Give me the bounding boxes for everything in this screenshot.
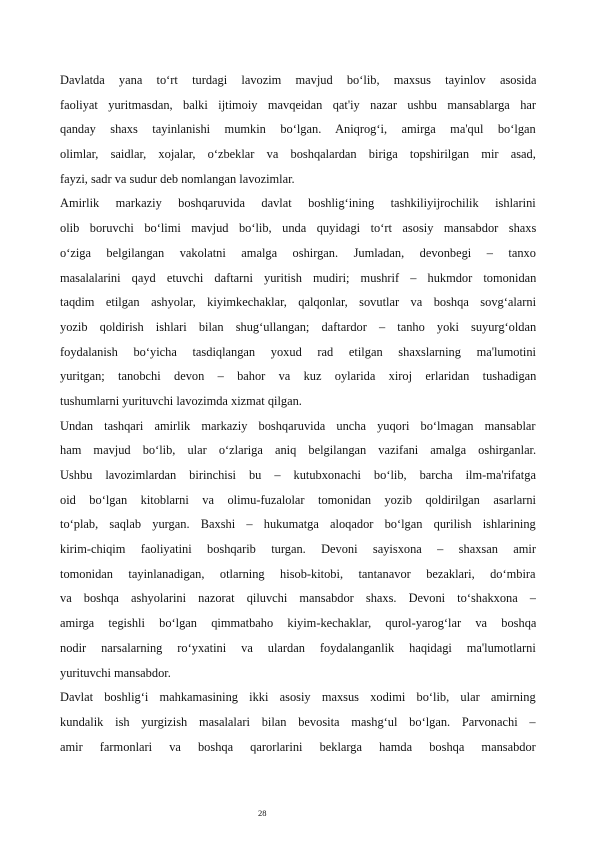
- text-line: olimlar, saidlar, xojalar, o‘zbeklar va boshqalardan biriga topshirilgan mir asad,: [60, 147, 536, 162]
- text-line: taqdim etilgan ashyolar, kiyimkechaklar, qalqonlar, sovutlar va boshqa sovg‘alarni: [60, 295, 536, 310]
- text-line: yuritgan; tanobchi devon – bahor va kuz oylarida xiroj erlaridan tushadigan: [60, 369, 536, 384]
- paragraph: [60, 191, 536, 413]
- paragraph: [60, 685, 536, 759]
- page-number: 28: [258, 808, 267, 818]
- text-line: nodir narsalarning ro‘yxatini va ulardan foydalanganlik haqidagi ma'lumotlarni: [60, 640, 536, 655]
- text-line: Ushbu lavozimlardan birinchisi bu – kutubxonachi bo‘lib, barcha ilm-ma'rifatga: [60, 468, 536, 482]
- paragraph: [60, 68, 536, 191]
- text-line: kirim-chiqim faoliyatini boshqarib turgan. Devoni sayisxona – shaxsan amir: [60, 542, 536, 557]
- text-line: kundalik ish yurgizish masalalari bilan bevosita mashg‘ul bo‘lgan. Parvonachi –: [60, 714, 536, 729]
- text-line: amirga tegishli bo‘lgan qimmatbaho kiyim-kechaklar, qurol-yarog‘lar va boshqa: [60, 616, 536, 631]
- body-text: [60, 68, 536, 759]
- text-line: yozib qoldirish ishlari bilan shug‘ullangan; daftardor – tanho yoki suyurg‘oldan: [60, 319, 536, 334]
- text-line: foydalanish bo‘yicha tasdiqlangan yoxud rad etilgan shaxslarning ma'lumotini: [60, 344, 536, 359]
- text-line: tomonidan tayinlanadigan, otlarning hisob-kitobi, tantanavor bezaklari, do‘mbira: [60, 566, 536, 581]
- text-line: to‘plab, saqlab yurgan. Baxshi – hukumatga aloqador bo‘lgan qurilish ishlarining: [60, 517, 536, 532]
- text-line: fayzi, sadr va sudur deb nomlangan lavozimlar.: [60, 171, 295, 186]
- text-line: faoliyat yuritmasdan, balki ijtimoiy mavqeidan qat'iy nazar ushbu mansablarga har: [60, 97, 536, 112]
- text-line: Amirlik markaziy boshqaruvida davlat boshlig‘ining tashkiliyijrochilik ishlarini: [60, 196, 536, 211]
- paragraph: [60, 414, 536, 686]
- text-line: tushumlarni yurituvchi lavozimda xizmat qilgan.: [60, 393, 302, 408]
- text-line: olib boruvchi bo‘limi mavjud bo‘lib, unda quyidagi to‘rt asosiy mansabdor shaxs: [60, 221, 536, 236]
- text-line: qanday shaxs tayinlanishi mumkin bo‘lgan. Aniqrog‘i, amirga ma'qul bo‘lgan: [60, 122, 536, 137]
- text-line: masalalarini qayd etuvchi daftarni yuritish mudiri; mushrif – hukmdor tomonidan: [60, 270, 536, 285]
- text-line: o‘ziga belgilangan vakolatni amalga oshirgan. Jumladan, devonbegi – tanxo: [60, 245, 536, 260]
- text-line: Undan tashqari amirlik markaziy boshqaruvida uncha yuqori bo‘lmagan mansablar: [60, 418, 536, 433]
- text-line: yurituvchi mansabdor.: [60, 665, 171, 680]
- text-line: Davlat boshlig‘i mahkamasining ikki asosiy maxsus xodimi bo‘lib, ular amirning: [60, 690, 536, 705]
- text-line: Davlatda yana to‘rt turdagi lavozim mavjud bo‘lib, maxsus tayinlov asosida: [60, 73, 536, 87]
- text-line: ham mavjud bo‘lib, ular o‘zlariga aniq belgilangan vazifani amalga oshirganlar.: [60, 443, 536, 458]
- text-line: oid bo‘lgan kitoblarni va olimu-fuzalolar tomonidan yozib qoldirilgan asarlarni: [60, 492, 536, 507]
- text-line: amir farmonlari va boshqa qarorlarini beklarga hamda boshqa mansabdor: [60, 739, 536, 754]
- text-line: va boshqa ashyolarini nazorat qiluvchi mansabdor shaxs. Devoni to‘shakxona –: [60, 591, 536, 606]
